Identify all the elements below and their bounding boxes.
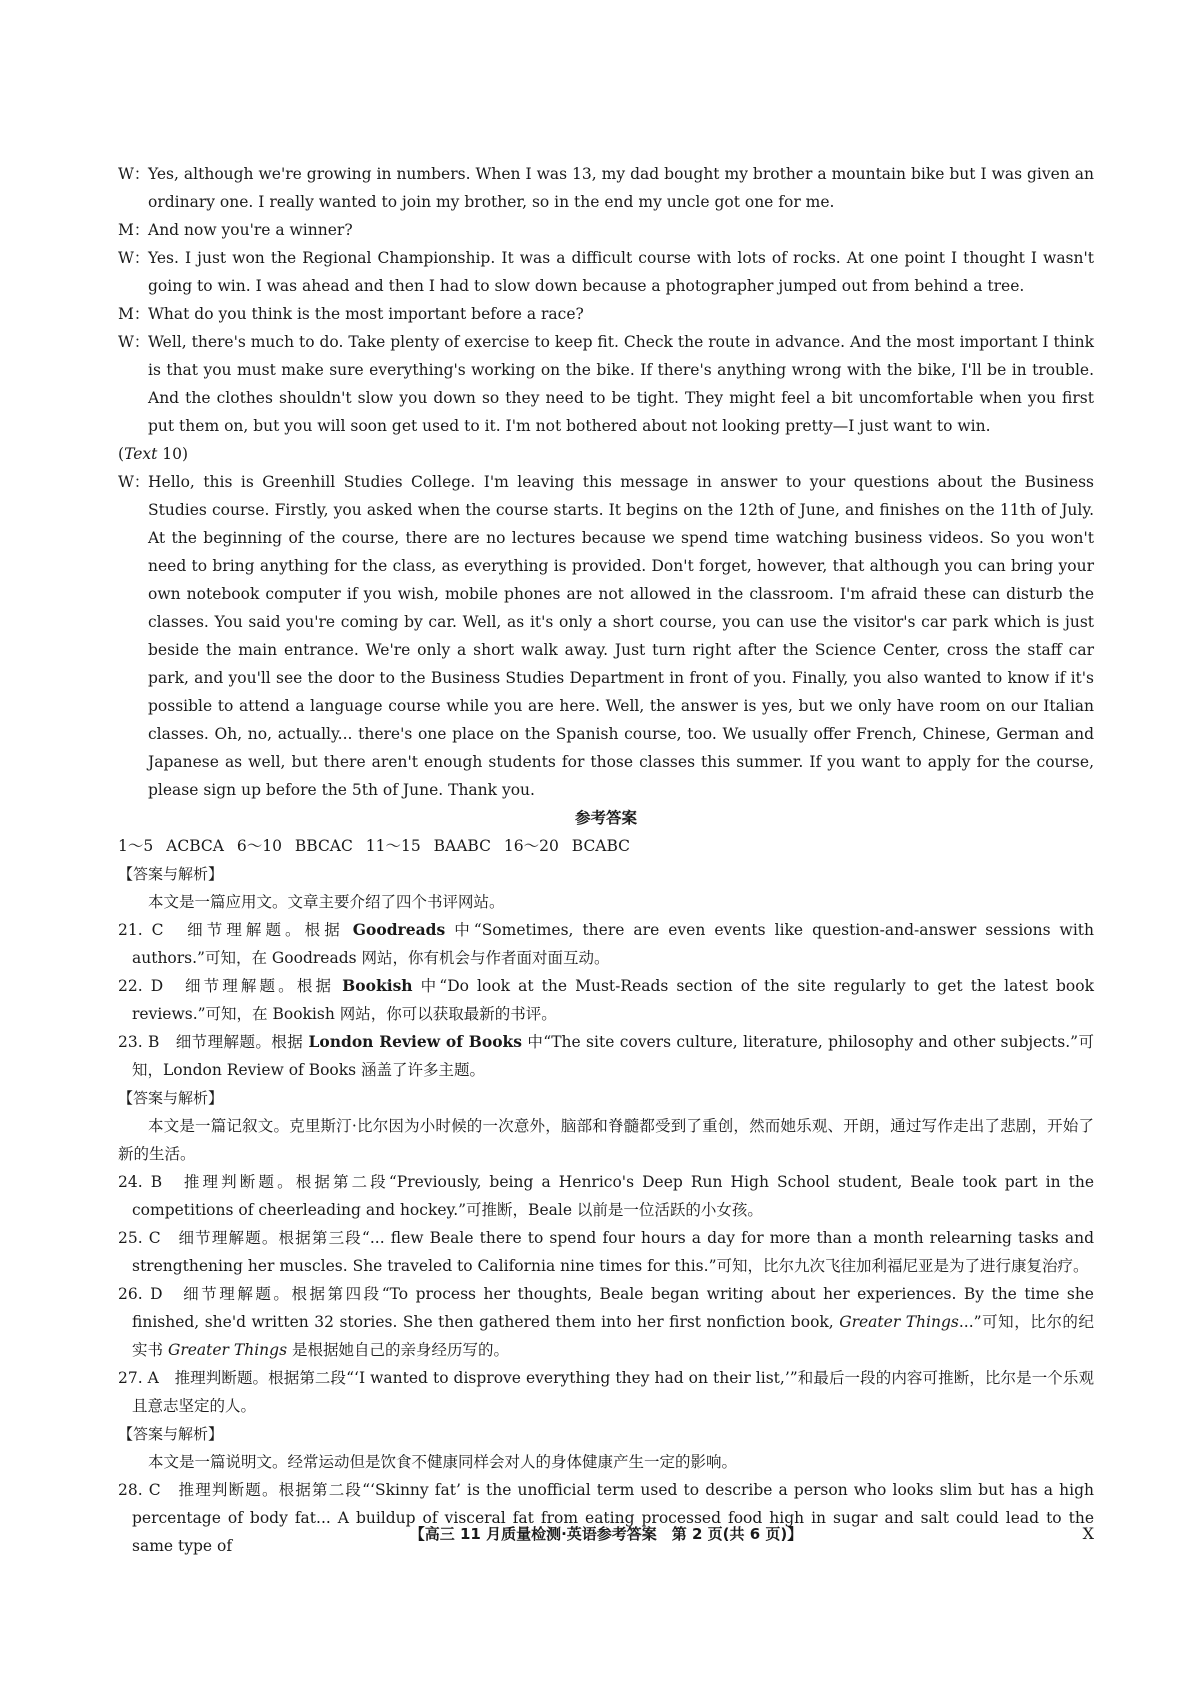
explanation-section — [118, 860, 1094, 1084]
section-heading: 【答案与解析】 — [118, 1425, 224, 1443]
answer-item: 21. C 细节理解题。根据 Goodreads 中“Sometimes, there are even events like question-and-answer sessions with authors.”可知，在 Goodreads 网站，你有机会与作者面对面互动。 — [118, 920, 1094, 967]
utterance: Yes. I just won the Regional Championship. It was a difficult course with lots of rocks. At one point I thought I wasn't going to win. I was ahead and then I had to slow down because a photographer jumped out from behind a tree. — [148, 249, 1094, 295]
footer-version-mark: X — [1082, 1524, 1094, 1543]
section-intro: 本文是一篇说明文。经常运动但是饮食不健康同样会对人的身体健康产生一定的影响。 — [148, 1453, 738, 1471]
utterance: Yes, although we're growing in numbers. When I was 13, my dad bought my brother a mountain bike but I was given an ordinary one. I really wanted to join my brother, so in the end my uncle got one for me. — [148, 165, 1094, 211]
speaker-label: W： — [118, 333, 150, 351]
dialogue-turn — [118, 468, 1094, 804]
speaker-label: W： — [118, 165, 150, 183]
utterance: What do you think is the most important before a race? — [148, 305, 584, 323]
dialogue-turn — [118, 300, 1094, 328]
utterance: And now you're a winner? — [148, 221, 353, 239]
answer-item: 23. B 细节理解题。根据 London Review of Books 中“The site covers culture, literature, philosophy and other subjects.”可知，London Review of Books 涵盖了许多主题。 — [118, 1032, 1095, 1079]
answer-key: 1～5 ACBCA 6～10 BBCAC 11～15 BAABC 16～20 BCABC — [118, 837, 631, 855]
answer-key-title: 参考答案 — [574, 809, 637, 827]
dialogue-turn — [118, 244, 1094, 300]
speaker-label: W： — [118, 249, 150, 267]
answer-item: 22. D 细节理解题。根据 Bookish 中“Do look at the Must-Reads section of the site regularly to get the latest book reviews.”可知，在 Bookish 网站，你可以获取最新的书评。 — [118, 976, 1094, 1023]
speaker-label: M： — [118, 221, 150, 239]
dialogue-text9 — [118, 160, 1094, 440]
answer-item: 24. B 推理判断题。根据第二段“Previously, being a Henrico's Deep Run High School student, Beale took part in the competitions of cheerleading and hockey.”可推断，Beale 以前是一位活跃的小女孩。 — [118, 1173, 1095, 1219]
utterance: Well, there's much to do. Take plenty of exercise to keep fit. Check the route in advance. And the most important I think is that you must make sure everything's working on the bike. If there's anything wrong with the bike, I'll be in trouble. And the clothes shouldn't slow you down so they need to be tight. They might feel a bit uncomfortable when you first put them on, but you will soon get used to it. I'm not bothered about not looking pretty—I just want to win. — [148, 333, 1094, 435]
footer-title: 【高三 11 月质量检测·英语参考答案 第 2 页(共 6 页)】 — [409, 1525, 803, 1543]
section-heading: 【答案与解析】 — [118, 865, 224, 883]
page-footer — [118, 1520, 1094, 1548]
dialogue-turn — [118, 160, 1094, 216]
section-heading: 【答案与解析】 — [118, 1089, 224, 1107]
answer-item: 27. A 推理判断题。根据第二段“‘I wanted to disprove everything they had on their list,’”和最后一段的内容可推断，比尔是一个乐观且意志坚定的人。 — [118, 1369, 1094, 1415]
speaker-label: W： — [118, 473, 150, 491]
section-intro: 本文是一篇应用文。文章主要介绍了四个书评网站。 — [148, 893, 505, 911]
section-intro: 本文是一篇记叙文。克里斯汀·比尔因为小时候的一次意外，脑部和脊髓都受到了重创，然而她乐观、开朗，通过写作走出了悲剧，开始了新的生活。 — [118, 1117, 1094, 1163]
dialogue-turn — [118, 216, 1094, 244]
utterance: Hello, this is Greenhill Studies College. I'm leaving this message in answer to your questions about the Business Studies course. Firstly, you asked when the course starts. It begins on the 12th of June, and finishes on the 11th of July. At the beginning of the course, there are no lectures because we spend time watching business videos. So you won't need to bring anything for the class, as everything is provided. Don't forget, however, that although you can bring your own notebook computer if you wish, mobile phones are not allowed in the classroom. I'm afraid these can disturb the classes. You said you're coming by car. Well, as it's only a short course, you can use the visitor's car park which is just beside the main entrance. We're only a short walk away. Just turn right after the Science Center, cross the staff car park, and you'll see the door to the Business Studies Department in front of you. Finally, you also wanted to know if it's possible to attend a language course while you are here. Well, the answer is yes, but we only have room on our Italian classes. Oh, no, actually... there's one place on the Spanish course, too. We usually offer French, Chinese, German and Japanese as well, but there aren't enough students for those classes this summer. If you want to apply for the course, please sign up before the 5th of June. Thank you. — [148, 473, 1094, 799]
answer-item: 28. C 推理判断题。根据第二段“‘Skinny fat’ is the unofficial term used to describe a person who looks slim but has a high percentage of body fat... A buildup of visceral fat from eating processed food high in sugar and salt could lead to the same type of — [118, 1481, 1095, 1555]
speaker-label: M： — [118, 305, 150, 323]
dialogue-turn — [118, 328, 1094, 440]
answer-item: 26. D 细节理解题。根据第四段“To process her thoughts, Beale began writing about her experiences. By the time she finished, she'd written 32 stories. She then gathered them into her first nonfiction book, Greater Things...”可知，比尔的纪实书 Greater Things 是根据她自己的亲身经历写的。 — [118, 1285, 1094, 1359]
explanation-section — [118, 1084, 1094, 1420]
page-content — [118, 160, 1094, 1560]
text10-label: (Text 10) — [118, 445, 189, 463]
answer-item: 25. C 细节理解题。根据第三段“... flew Beale there to spend four hours a day for more than a month relearning tasks and strengthening her muscles. She traveled to California nine times for this.”可知，比尔九次飞往加利福尼亚是为了进行康复治疗。 — [118, 1229, 1094, 1275]
